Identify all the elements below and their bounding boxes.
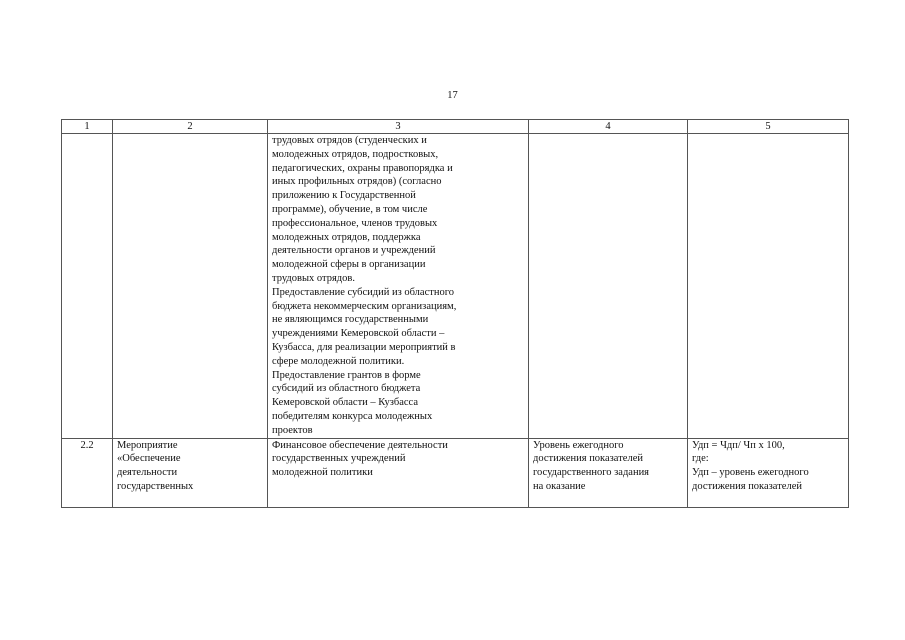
header-cell-1: 1 [62,120,113,134]
table-row [62,134,849,439]
formula-cell: Удп = Чдп/ Чп x 100, где: Удп – уровень ежегодного достижения показателей [688,438,849,507]
document-table [61,119,849,508]
table-row [62,438,849,507]
page-number: 17 [447,90,458,101]
header-cell-4: 4 [529,120,688,134]
table-header-row [62,120,849,134]
header-cell-2: 2 [113,120,268,134]
row-number-cell: 2.2 [62,438,113,507]
measure-name-cell [113,134,268,439]
measure-description-cell: Финансовое обеспечение деятельности государственных учреждений молодежной политики [268,438,529,507]
header-cell-3: 3 [268,120,529,134]
header-cell-5: 5 [688,120,849,134]
indicator-name-cell [529,134,688,439]
indicator-name-cell: Уровень ежегодного достижения показателей государственного задания на оказание [529,438,688,507]
formula-cell [688,134,849,439]
measure-description-cell: трудовых отрядов (студенческих и молодежных отрядов, подростковых, педагогических, охраны правопорядка и иных профильных отрядов) (согласно приложению к Государственной программе), обучение, в том числе профессиональное, членов трудовых молодежных отрядов, поддержка деятельности органов и учреждений молодежной сферы в организации трудовых отрядов. Предоставление субсидий из областного бюджета некоммерческим организациям, не являющимся государственными учреждениями Кемеровской области – Кузбасса, для реализации мероприятий в сфере молодежной политики. Предоставление грантов в форме субсидий из областного бюджета Кемеровской области – Кузбасса победителям конкурса молодежных проектов [268,134,529,439]
measure-name-cell: Мероприятие «Обеспечение деятельности государственных [113,438,268,507]
row-number-cell [62,134,113,439]
